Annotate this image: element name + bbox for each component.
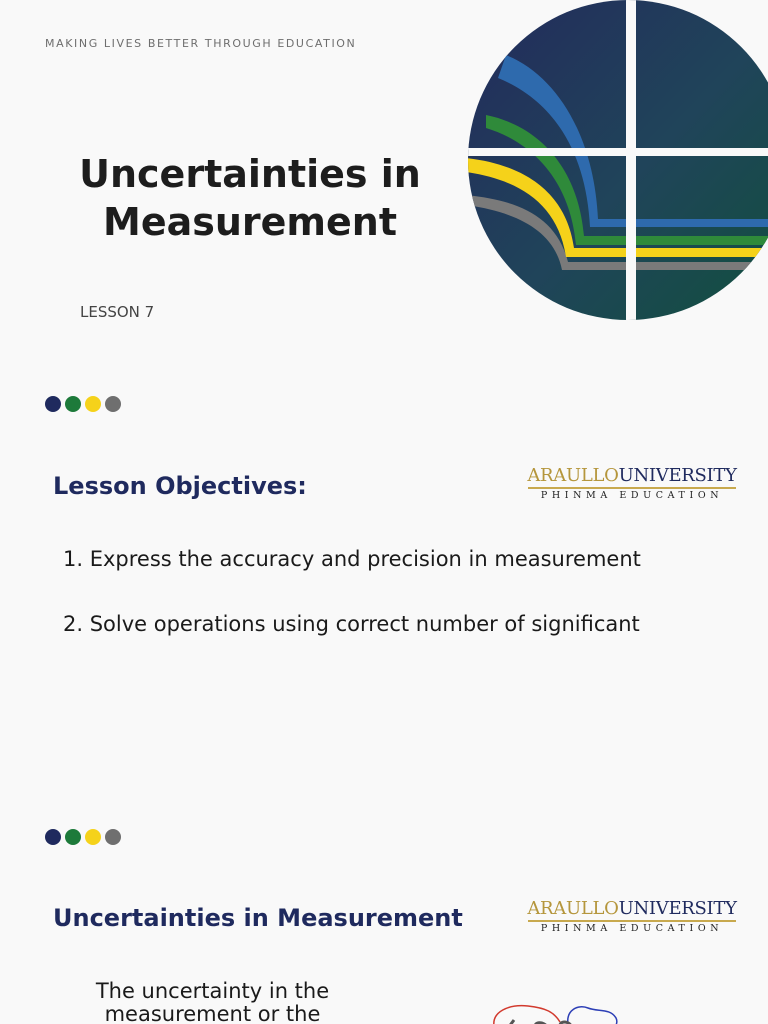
color-dots <box>45 396 121 412</box>
green-dot <box>65 396 81 412</box>
logo-rule <box>528 487 736 489</box>
color-dots <box>45 829 121 845</box>
yellow-dot <box>85 829 101 845</box>
body-text-line-2: measurement or the <box>104 1002 321 1024</box>
uncertainties-slide <box>0 800 768 1024</box>
gray-dot <box>105 396 121 412</box>
logo-subtitle: PHINMA EDUCATION <box>540 923 724 934</box>
objectives-heading: Lesson Objectives: <box>53 472 307 500</box>
uncertainties-heading: Uncertainties in Measurement <box>53 904 463 932</box>
red-scribble <box>494 1006 560 1024</box>
logo-text-university: UNIVERSITY <box>618 465 737 486</box>
green-dot <box>65 829 81 845</box>
handwritten-annotation <box>488 998 628 1024</box>
logo-text-university: UNIVERSITY <box>618 898 737 919</box>
navy-dot <box>45 829 61 845</box>
navy-dot <box>45 396 61 412</box>
slide-title-line-2: Measurement <box>103 200 397 244</box>
uncertainty-body-text <box>60 980 365 1024</box>
slide-title-line-1: Uncertainties in <box>79 152 421 196</box>
gray-digit-strokes <box>508 1020 572 1024</box>
logo-text-araullo: ARAULLO <box>527 465 619 486</box>
blue-scribble <box>568 1007 617 1024</box>
tagline: MAKING LIVES BETTER THROUGH EDUCATION <box>45 37 357 50</box>
objectives-slide <box>0 370 768 790</box>
araullo-university-logo <box>526 899 738 934</box>
slide-title <box>60 150 440 246</box>
logo-text-araullo: ARAULLO <box>527 898 619 919</box>
objective-item-2: 2. Solve operations using correct number of significant <box>63 612 640 636</box>
lesson-label: LESSON 7 <box>80 303 155 321</box>
araullo-university-logo <box>526 466 738 501</box>
yellow-dot <box>85 396 101 412</box>
title-slide <box>0 0 768 360</box>
phinma-emblem <box>466 0 768 320</box>
objective-item-1: 1. Express the accuracy and precision in measurement <box>63 547 641 571</box>
body-text-line-1: The uncertainty in the <box>95 979 330 1003</box>
logo-rule <box>528 920 736 922</box>
gray-dot <box>105 829 121 845</box>
logo-subtitle: PHINMA EDUCATION <box>540 490 724 501</box>
